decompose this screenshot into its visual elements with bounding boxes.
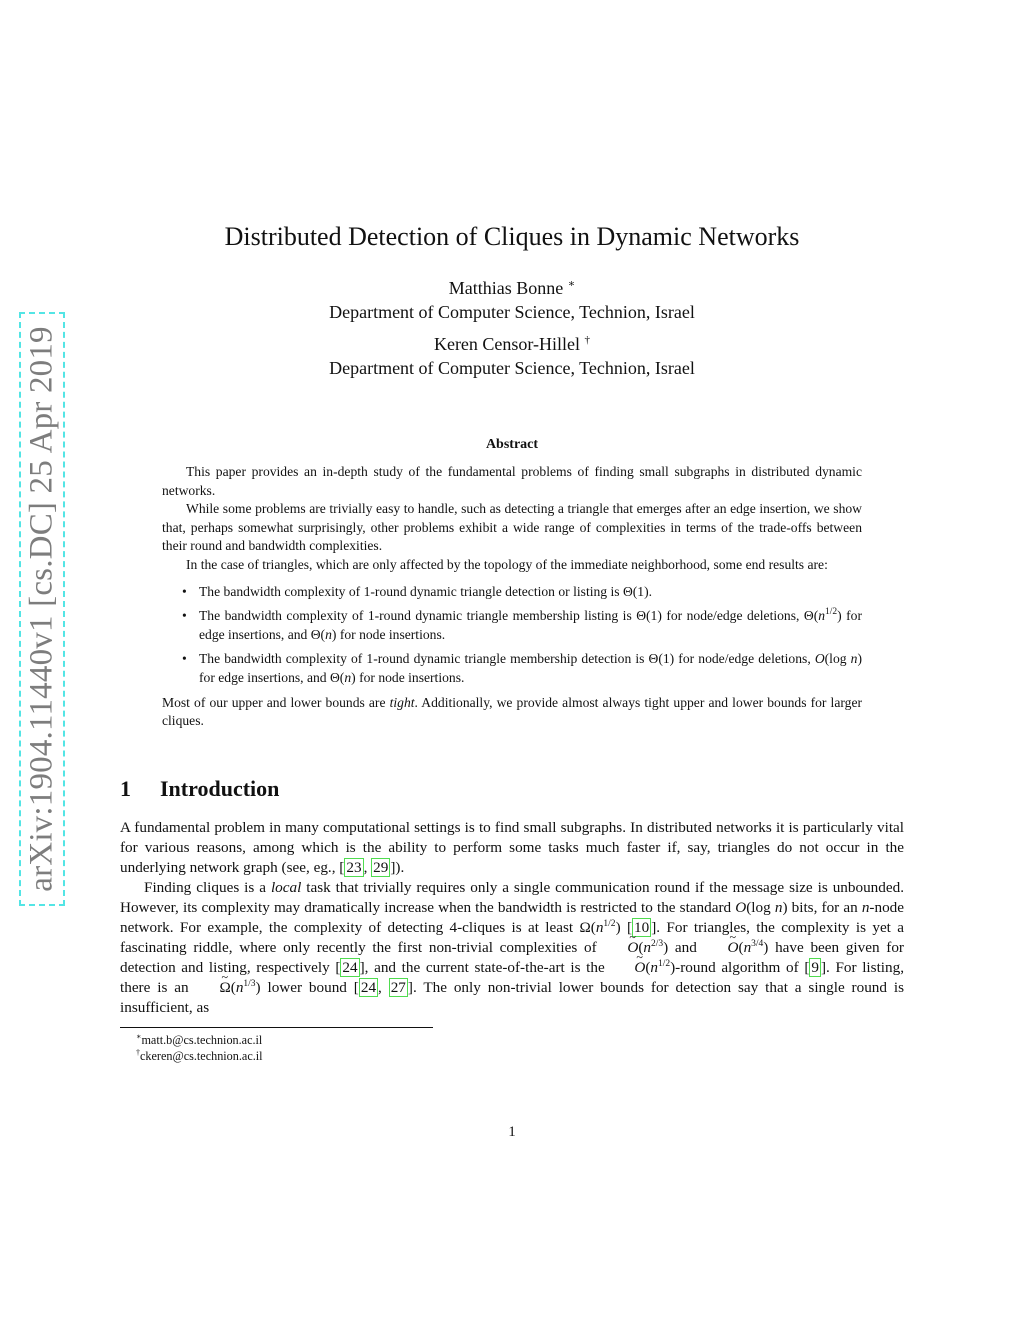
math-n: n: [235, 979, 244, 996]
footnote-2: [136, 1048, 263, 1064]
math-paren: (: [638, 939, 644, 956]
author-2: [0, 332, 1024, 380]
bullet-3: •: [182, 651, 187, 667]
paper-title: Distributed Detection of Cliques in Dynamic Networks: [224, 222, 800, 251]
page-number: 1: [508, 1124, 516, 1140]
math-O: O: [814, 651, 825, 667]
result-item-2: [162, 607, 862, 644]
intro-text: task that trivially requires only a single communication round if the message size is unbounded. However, its complexity may dramatically increase when the bandwidth is restricted to the standard: [120, 879, 904, 916]
author-1-name: Matthias Bonne: [448, 278, 564, 298]
intro-text: A fundamental problem in many computational settings is to find small subgraphs. In distributed networks it is particularly vital for various reasons, among which is the ability to perform some tasks much faster if, say, triangles do not occur in the underlying network graph (see, eg., [: [120, 819, 904, 876]
math-exponent: 1/2: [825, 607, 838, 618]
math-exponent: 1/2: [603, 919, 616, 929]
abstract-text: Most of our upper and lower bounds are: [162, 694, 390, 710]
result-item-1: [162, 583, 862, 602]
citation-separator: ,: [378, 979, 389, 996]
author-2-affiliation: Department of Computer Science, Technion, Israel: [329, 358, 695, 378]
footnote-1-email: matt.b@cs.technion.ac.il: [141, 1033, 263, 1047]
result-item-3-text: ) for edge insertions, and Θ(: [199, 651, 862, 685]
author-2-footnote-mark: †: [584, 334, 591, 346]
intro-text: ) bits, for an: [782, 899, 862, 916]
intro-text: ]).: [390, 859, 405, 876]
footnotes: [136, 1032, 263, 1064]
result-item-3-text: ) for node insertions.: [351, 669, 465, 685]
abstract-paragraph-4: [162, 694, 862, 731]
bullet-1: •: [182, 583, 187, 599]
abstract-paragraph-1: This paper provides an in-depth study of the fundamental problems of finding small subgraphs in distributed dynamic networks.: [162, 464, 862, 498]
citation-link[interactable]: 9: [811, 959, 819, 976]
math-O-tilde: ~ O: [704, 938, 739, 958]
section-number: 1: [120, 776, 131, 801]
math-exponent: 3/4: [751, 939, 764, 949]
intro-text: ], and the current state-of-the-art is the: [359, 959, 611, 976]
intro-text: ) [: [615, 919, 633, 936]
author-1: [0, 276, 1024, 324]
math-n: n: [818, 608, 826, 624]
footnote-2-email: ckeren@cs.technion.ac.il: [140, 1049, 263, 1063]
author-1-affiliation: Department of Computer Science, Technion, Israel: [329, 302, 695, 322]
math-paren: (: [738, 939, 744, 956]
arxiv-stamp: [19, 312, 65, 906]
results-list: [162, 583, 862, 688]
abstract-paragraph-2: While some problems are trivially easy to handle, such as detecting a triangle that emerges after an edge insertion, we show that, perhaps somewhat surprisingly, other problems exhibit a wide range of complexities in terms of the trade-offs between their round and bandwidth complexities.: [162, 501, 862, 554]
math-n: n: [650, 959, 658, 976]
footnote-1-mark: ∗: [136, 1032, 142, 1041]
intro-text: )-round algorithm of [: [670, 959, 810, 976]
author-1-footnote-mark: ∗: [567, 278, 576, 290]
intro-text: ) and: [663, 939, 704, 956]
citation-link[interactable]: 23: [346, 859, 362, 876]
introduction-body: [120, 818, 904, 1018]
intro-text: Finding cliques is a: [144, 879, 271, 896]
intro-text: ]. For triangles, the complexity is yet a fascinating riddle, where only recently the first non-trivial complexities of: [120, 919, 904, 956]
result-item-3: [162, 650, 862, 687]
math-exponent: 1/2: [657, 959, 671, 969]
math-exponent: 2/3: [650, 939, 664, 949]
citation-link[interactable]: 29: [373, 859, 389, 876]
math-Omega-tilde: ~ Ω: [195, 978, 230, 998]
math-n: n: [643, 939, 651, 956]
math-O-tilde: ~ O: [610, 958, 645, 978]
citation-link[interactable]: 10: [634, 919, 650, 936]
citation-link[interactable]: 24: [360, 979, 377, 996]
math-n: n: [774, 899, 783, 916]
intro-text: ) lower bound [: [255, 979, 359, 996]
arxiv-id: arXiv:1904.11440v1 [cs.DC] 25 Apr 2019: [23, 326, 60, 892]
intro-text: ) have been given for detection and listing, respectively [: [120, 939, 904, 976]
citation-link[interactable]: 27: [390, 979, 406, 996]
footnote-1: [136, 1032, 263, 1048]
abstract-paragraph-3: In the case of triangles, which are only affected by the topology of the immediate neighborhood, some end results are:: [186, 556, 828, 572]
citation-separator: ,: [363, 859, 372, 876]
math-n: n: [850, 651, 858, 667]
math-n: n: [325, 626, 332, 642]
section-title: Introduction: [160, 776, 280, 801]
result-item-2-text: The bandwidth complexity of 1-round dynamic triangle membership listing is Θ(1) for node/edge deletions, Θ(: [199, 608, 819, 624]
math-O-tilde: ~ O: [603, 938, 638, 958]
abstract-heading: Abstract: [485, 437, 539, 452]
footnote-rule: [120, 1027, 433, 1028]
abstract: [162, 463, 862, 731]
math-paren: (: [230, 979, 236, 996]
result-item-1-text: The bandwidth complexity of 1-round dynamic triangle detection or listing is Θ(1).: [199, 583, 653, 599]
emphasis-tight: tight: [389, 694, 415, 710]
result-item-2-text: ) for edge insertions, and Θ(: [199, 608, 863, 642]
author-2-name: Keren Censor-Hillel: [433, 334, 581, 354]
footnote-2-mark: †: [136, 1048, 140, 1057]
intro-text: ]. The only non-trivial lower bounds for detection say that a single round is insufficient, as: [120, 979, 904, 1016]
result-item-3-text: (log: [824, 651, 851, 667]
citation-link[interactable]: 24: [342, 959, 358, 976]
result-item-3-text: The bandwidth complexity of 1-round dynamic triangle membership detection is Θ(1) for node/edge deletions,: [199, 651, 815, 667]
section-heading-introduction: [120, 776, 279, 802]
abstract-text: . Additionally, we provide almost always tight upper and lower bounds for larger cliques.: [162, 694, 863, 729]
math-O: O: [735, 899, 747, 916]
bullet-2: •: [182, 608, 187, 624]
result-item-2-text: ) for node insertions.: [331, 626, 446, 642]
intro-text: -node network. For example, the complexity of detecting 4-cliques is at least Ω(: [120, 899, 905, 936]
math-n: n: [344, 669, 352, 685]
math-log: (log: [746, 899, 775, 916]
math-paren: (: [645, 959, 651, 976]
math-n: n: [861, 899, 870, 916]
intro-paragraph-2: [120, 878, 904, 1018]
math-n: n: [595, 919, 604, 936]
math-exponent: 1/3: [243, 979, 256, 989]
intro-paragraph-1: [120, 818, 904, 878]
emphasis-local: local: [270, 879, 302, 896]
math-n: n: [743, 939, 752, 956]
intro-text: ]. For listing, there is an: [120, 959, 904, 996]
